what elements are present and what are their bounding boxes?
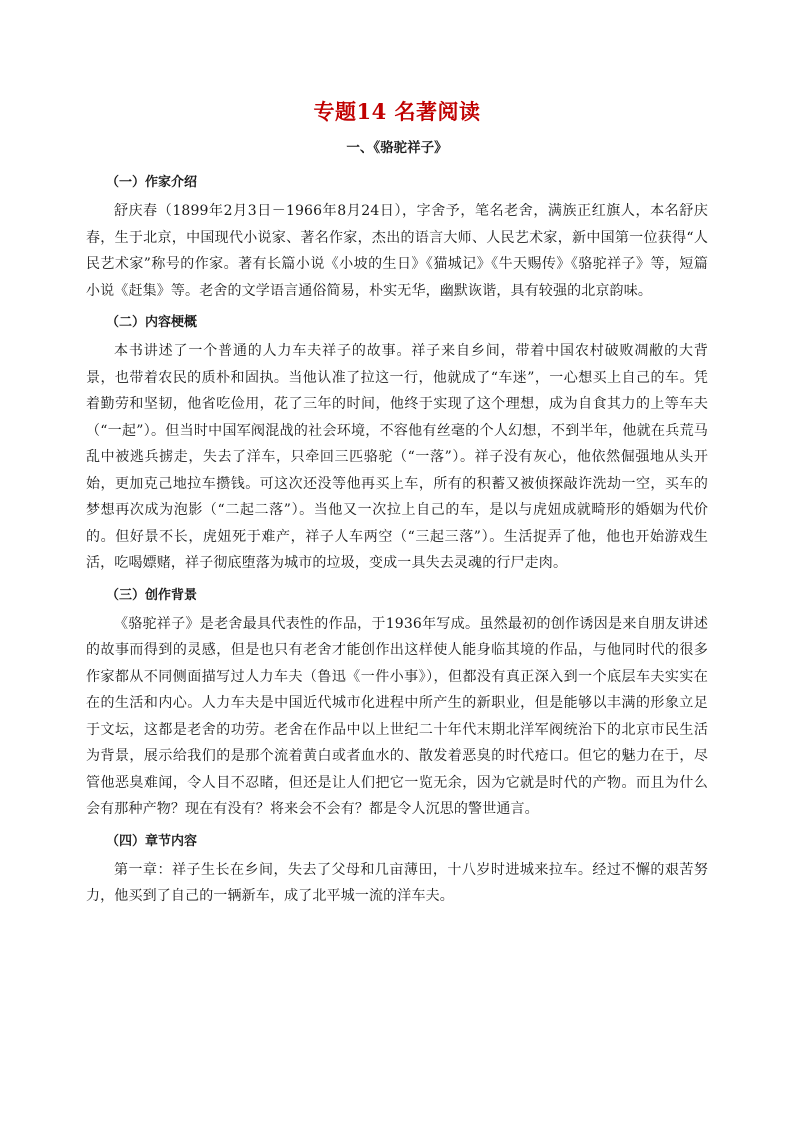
section-heading: （一）作家介绍 <box>106 175 198 190</box>
page-title: 专题14 名著阅读 <box>313 99 481 124</box>
section-background <box>86 581 708 823</box>
section-heading: （三）创作背景 <box>106 587 198 603</box>
book-title: 一、《骆驼祥子》 <box>346 140 448 156</box>
paragraph: 舒庆春（1899年2月3日－1966年8月24日），字舍予，笔名老舍，满族正红旗人，本名舒庆春，生于北京，中国现代小说家、著名作家，杰出的语言大师、人民艺术家，新中国第一位获得“人民艺术家”称号的作家。著有长篇小说《小坡的生日》《猫城记》《牛天赐传》《骆驼祥子》等，短篇小说《赶集》等。老舍的文学语言通俗简易，朴实无华，幽默诙谐，具有较强的北京韵味。 <box>86 203 708 299</box>
section-summary <box>86 308 708 577</box>
section-heading: （四）章节内容 <box>106 833 198 849</box>
section-author <box>86 168 708 304</box>
paragraph: 第一章：祥子生长在乡间，失去了父母和几亩薄田，十八岁时进城来拉车。经过不懈的艰苦努力，他买到了自己的一辆新车，成了北平城一流的洋车夫。 <box>86 861 708 904</box>
section-heading: （二）内容梗概 <box>106 315 198 330</box>
section-chapters <box>86 827 708 910</box>
paragraph: 《骆驼祥子》是老舍最具代表性的作品，于1936年写成。虽然最初的创作诱因是来自朋友讲述的故事而得到的灵感，但是也只有老舍才能创作出这样使人能身临其境的作品，与他同时代的很多作家都从不同侧面描写过人力车夫（鲁迅《一件小事》），但都没有真正深入到一个底层车夫实实在在的生活和内心。人力车夫是中国近代城市化进程中所产生的新职业，但是能够以丰满的形象立足于文坛，这都是老舍的功劳。老舍在作品中以上世纪二十年代末期北洋军阀统治下的北京市民生活为背景，展示给我们的是那个流着黄白或者血水的、散发着恶臭的时代疮口。但它的魅力在于，尽管他恶臭难闻，令人目不忍睹，但还是让人们把它一览无余，因为它就是时代的产物。而且为什么会有那种产物？现在有没有？将来会不会有？都是令人沉思的警世通言。 <box>86 615 708 817</box>
paragraph: 本书讲述了一个普通的人力车夫祥子的故事。祥子来自乡间，带着中国农村破败凋敝的大背景，也带着农民的质朴和固执。当他认准了拉这一行，他就成了“车迷”，一心想买上自己的车。凭着勤劳和坚韧，他省吃俭用，花了三年的时间，他终于实现了这个理想，成为自食其力的上等车夫（“一起”）。但当时中国军阀混战的社会环境，不容他有丝毫的个人幻想，不到半年，他就在兵荒马乱中被逃兵掳走，失去了洋车，只牵回三匹骆驼（“一落”）。祥子没有灰心，他依然倔强地从头开始，更加克己地拉车攒钱。可这次还没等他再买上车，所有的积蓄又被侦探敲诈洗劫一空，买车的梦想再次成为泡影（“二起二落”）。当他又一次拉上自己的车，是以与虎妞成就畸形的婚姻为代价的。但好景不长，虎妞死于难产，祥子人车两空（“三起三落”）。生活捉弄了他，他也开始游戏生活，吃喝嫖赌，祥子彻底堕落为城市的垃圾，变成一具失去灵魂的行尸走肉。 <box>86 343 708 571</box>
